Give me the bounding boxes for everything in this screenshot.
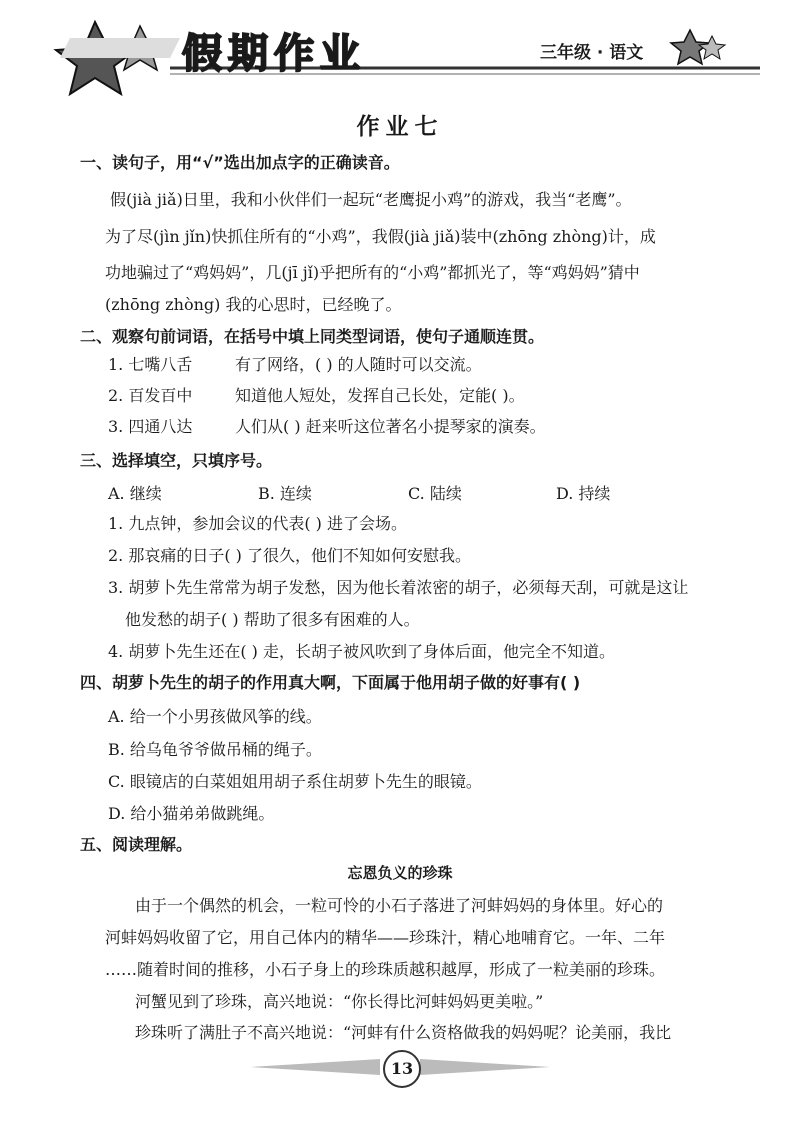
- q4-heading: 四、胡萝卜先生的胡子的作用真大啊，下面属于他用胡子做的好事有( ): [80, 673, 581, 692]
- page-number: 13: [383, 1050, 421, 1088]
- q4-option: D. 给小猫弟弟做跳绳。: [108, 804, 275, 823]
- q2-item-word: 四通八达: [128, 417, 193, 436]
- q2-item-num: 1.: [108, 355, 124, 374]
- q3-option: D. 持续: [556, 484, 611, 503]
- footer-wing: [250, 1059, 380, 1075]
- q2-item: [108, 414, 192, 437]
- story-line: 由于一个偶然的机会，一粒可怜的小石子落进了河蚌妈妈的身体里。好心的: [135, 896, 664, 915]
- page-title: 作业七: [356, 113, 444, 140]
- q3-heading: 三、选择填空，只填序号。: [80, 451, 273, 470]
- story-title: 忘恩负义的珍珠: [347, 864, 453, 882]
- q1-line: 功地骗过了“鸡妈妈”，几(jī jǐ)乎把所有的“小鸡”都抓光了，等“鸡妈妈”猜中: [105, 263, 640, 282]
- q2-item-sentence: 人们从( ) 赶来听这位著名小提琴家的演奏。: [235, 417, 546, 436]
- star-icon: [699, 36, 725, 59]
- banner-title: 假期作业: [182, 31, 366, 77]
- q5-heading: 五、阅读理解。: [80, 835, 193, 854]
- grade-label: 三年级 · 语文: [540, 43, 644, 63]
- story-line: 珍珠听了满肚子不高兴地说：“河蚌有什么资格做我的妈妈呢？论美丽，我比: [135, 1023, 672, 1042]
- q3-option: C. 陆续: [408, 484, 462, 503]
- q2-item-num: 3.: [108, 417, 124, 436]
- q3-option: A. 继续: [108, 484, 162, 503]
- story-line: 河蟹见到了珍珠，高兴地说：“你长得比河蚌妈妈更美啦。”: [135, 992, 544, 1011]
- q2-item-word: 七嘴八舌: [128, 355, 193, 374]
- q2-heading: 二、观察句前词语，在括号中填上同类型词语，使句子通顺连贯。: [80, 327, 545, 346]
- q1-heading: 一、读句子，用“√”选出加点字的正确读音。: [80, 153, 400, 172]
- q1-line: 为了尽(jìn jǐn)快抓住所有的“小鸡”，我假(jià jiǎ)装中(zhōng zhòng)计，成: [105, 227, 656, 246]
- q3-item: 2. 那哀痛的日子( ) 了很久，他们不知如何安慰我。: [108, 546, 472, 565]
- q4-option: A. 给一个小男孩做风筝的线。: [108, 707, 322, 726]
- q4-option: C. 眼镜店的白菜姐姐用胡子系住胡萝卜先生的眼镜。: [108, 772, 482, 791]
- page-header: [0, 0, 800, 100]
- q2-item: [108, 352, 192, 375]
- q2-item: [108, 383, 192, 406]
- header-decoration: [0, 0, 800, 100]
- q2-item-sentence: 知道他人短处，发挥自己长处，定能( )。: [235, 386, 525, 405]
- header-stripe: [60, 38, 180, 58]
- q2-item-sentence: 有了网络，( ) 的人随时可以交流。: [235, 355, 482, 374]
- q4-option: B. 给乌龟爷爷做吊桶的绳子。: [108, 740, 322, 759]
- q3-item: 3. 胡萝卜先生常常为胡子发愁，因为他长着浓密的胡子，必须每天刮，可就是这让: [108, 578, 689, 597]
- q2-item-word: 百发百中: [128, 386, 193, 405]
- footer-wing: [420, 1059, 550, 1075]
- q1-line: 假(jià jiǎ)日里，我和小伙伴们一起玩“老鹰捉小鸡”的游戏，我当“老鹰”。: [110, 190, 632, 209]
- story-line: ……随着时间的推移，小石子身上的珍珠质越积越厚，形成了一粒美丽的珍珠。: [105, 960, 666, 979]
- q3-item: 1. 九点钟，参加会议的代表( ) 进了会场。: [108, 514, 408, 533]
- q1-line: (zhōng zhòng) 我的心思时，已经晚了。: [105, 295, 402, 314]
- q2-item-num: 2.: [108, 386, 124, 405]
- q3-option: B. 连续: [258, 484, 312, 503]
- q3-item: 4. 胡萝卜先生还在( ) 走，长胡子被风吹到了身体后面，他完全不知道。: [108, 642, 616, 661]
- q3-item: 他发愁的胡子( ) 帮助了很多有困难的人。: [125, 610, 420, 629]
- story-line: 河蚌妈妈收留了它，用自己体内的精华——珍珠汁，精心地哺育它。一年、二年: [105, 928, 666, 947]
